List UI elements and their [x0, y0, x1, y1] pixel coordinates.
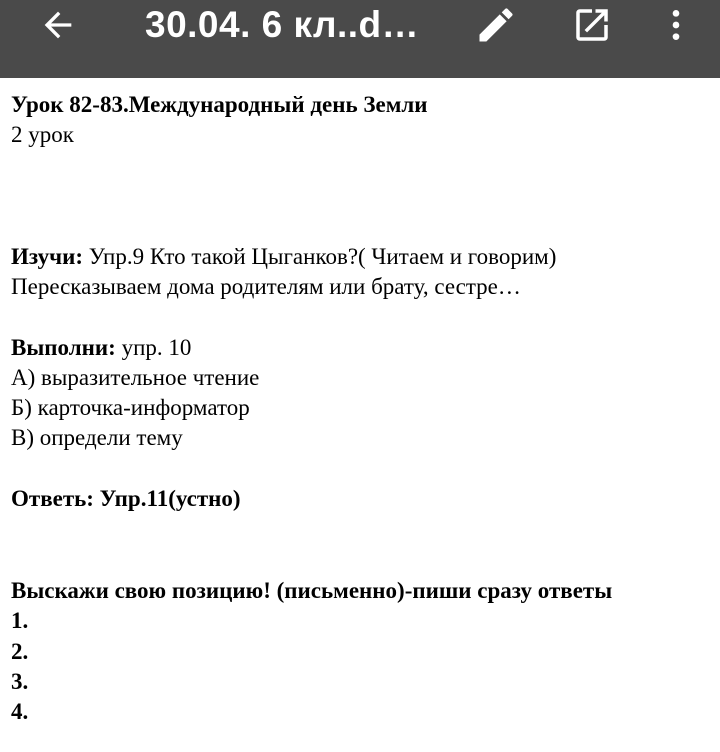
lesson-subheading: 2 урок	[11, 122, 74, 147]
open-in-new-icon	[571, 4, 613, 46]
do-item: А) выразительное чтение	[11, 365, 260, 390]
open-external-button[interactable]	[562, 0, 622, 50]
document-view[interactable]	[0, 78, 720, 752]
opinion-line: Выскажи свою позицию! (письменно)-пиши сразу ответы	[11, 578, 613, 603]
study-line	[11, 242, 556, 272]
back-button[interactable]	[30, 0, 86, 50]
answer-line: Ответь: Упр.11(устно)	[11, 486, 241, 511]
more-options-button[interactable]	[648, 0, 704, 50]
do-label: Выполни:	[11, 335, 116, 360]
do-line	[11, 333, 191, 363]
lesson-heading: Урок 82-83.Международный день Земли	[11, 92, 428, 117]
do-text: упр. 10	[115, 335, 192, 360]
answer-number: 3.	[11, 669, 29, 694]
document-title: 30.04. 6 кл..d…	[145, 4, 420, 45]
pencil-icon	[474, 3, 518, 47]
do-item: Б) карточка-информатор	[11, 395, 250, 420]
edit-button[interactable]	[466, 0, 526, 50]
study-line-2: Пересказываем дома родителям или брату, сестре…	[11, 274, 521, 299]
study-text: Упр.9 Кто такой Цыганков?( Читаем и говорим)	[83, 244, 557, 269]
app-bar	[0, 0, 720, 78]
more-vertical-icon	[656, 5, 696, 45]
study-label: Изучи:	[11, 244, 84, 269]
answer-number: 1.	[11, 608, 29, 633]
do-item: В) определи тему	[11, 425, 183, 450]
answer-number: 4.	[11, 699, 29, 724]
arrow-left-icon	[38, 5, 78, 45]
answer-number: 2.	[11, 639, 29, 664]
